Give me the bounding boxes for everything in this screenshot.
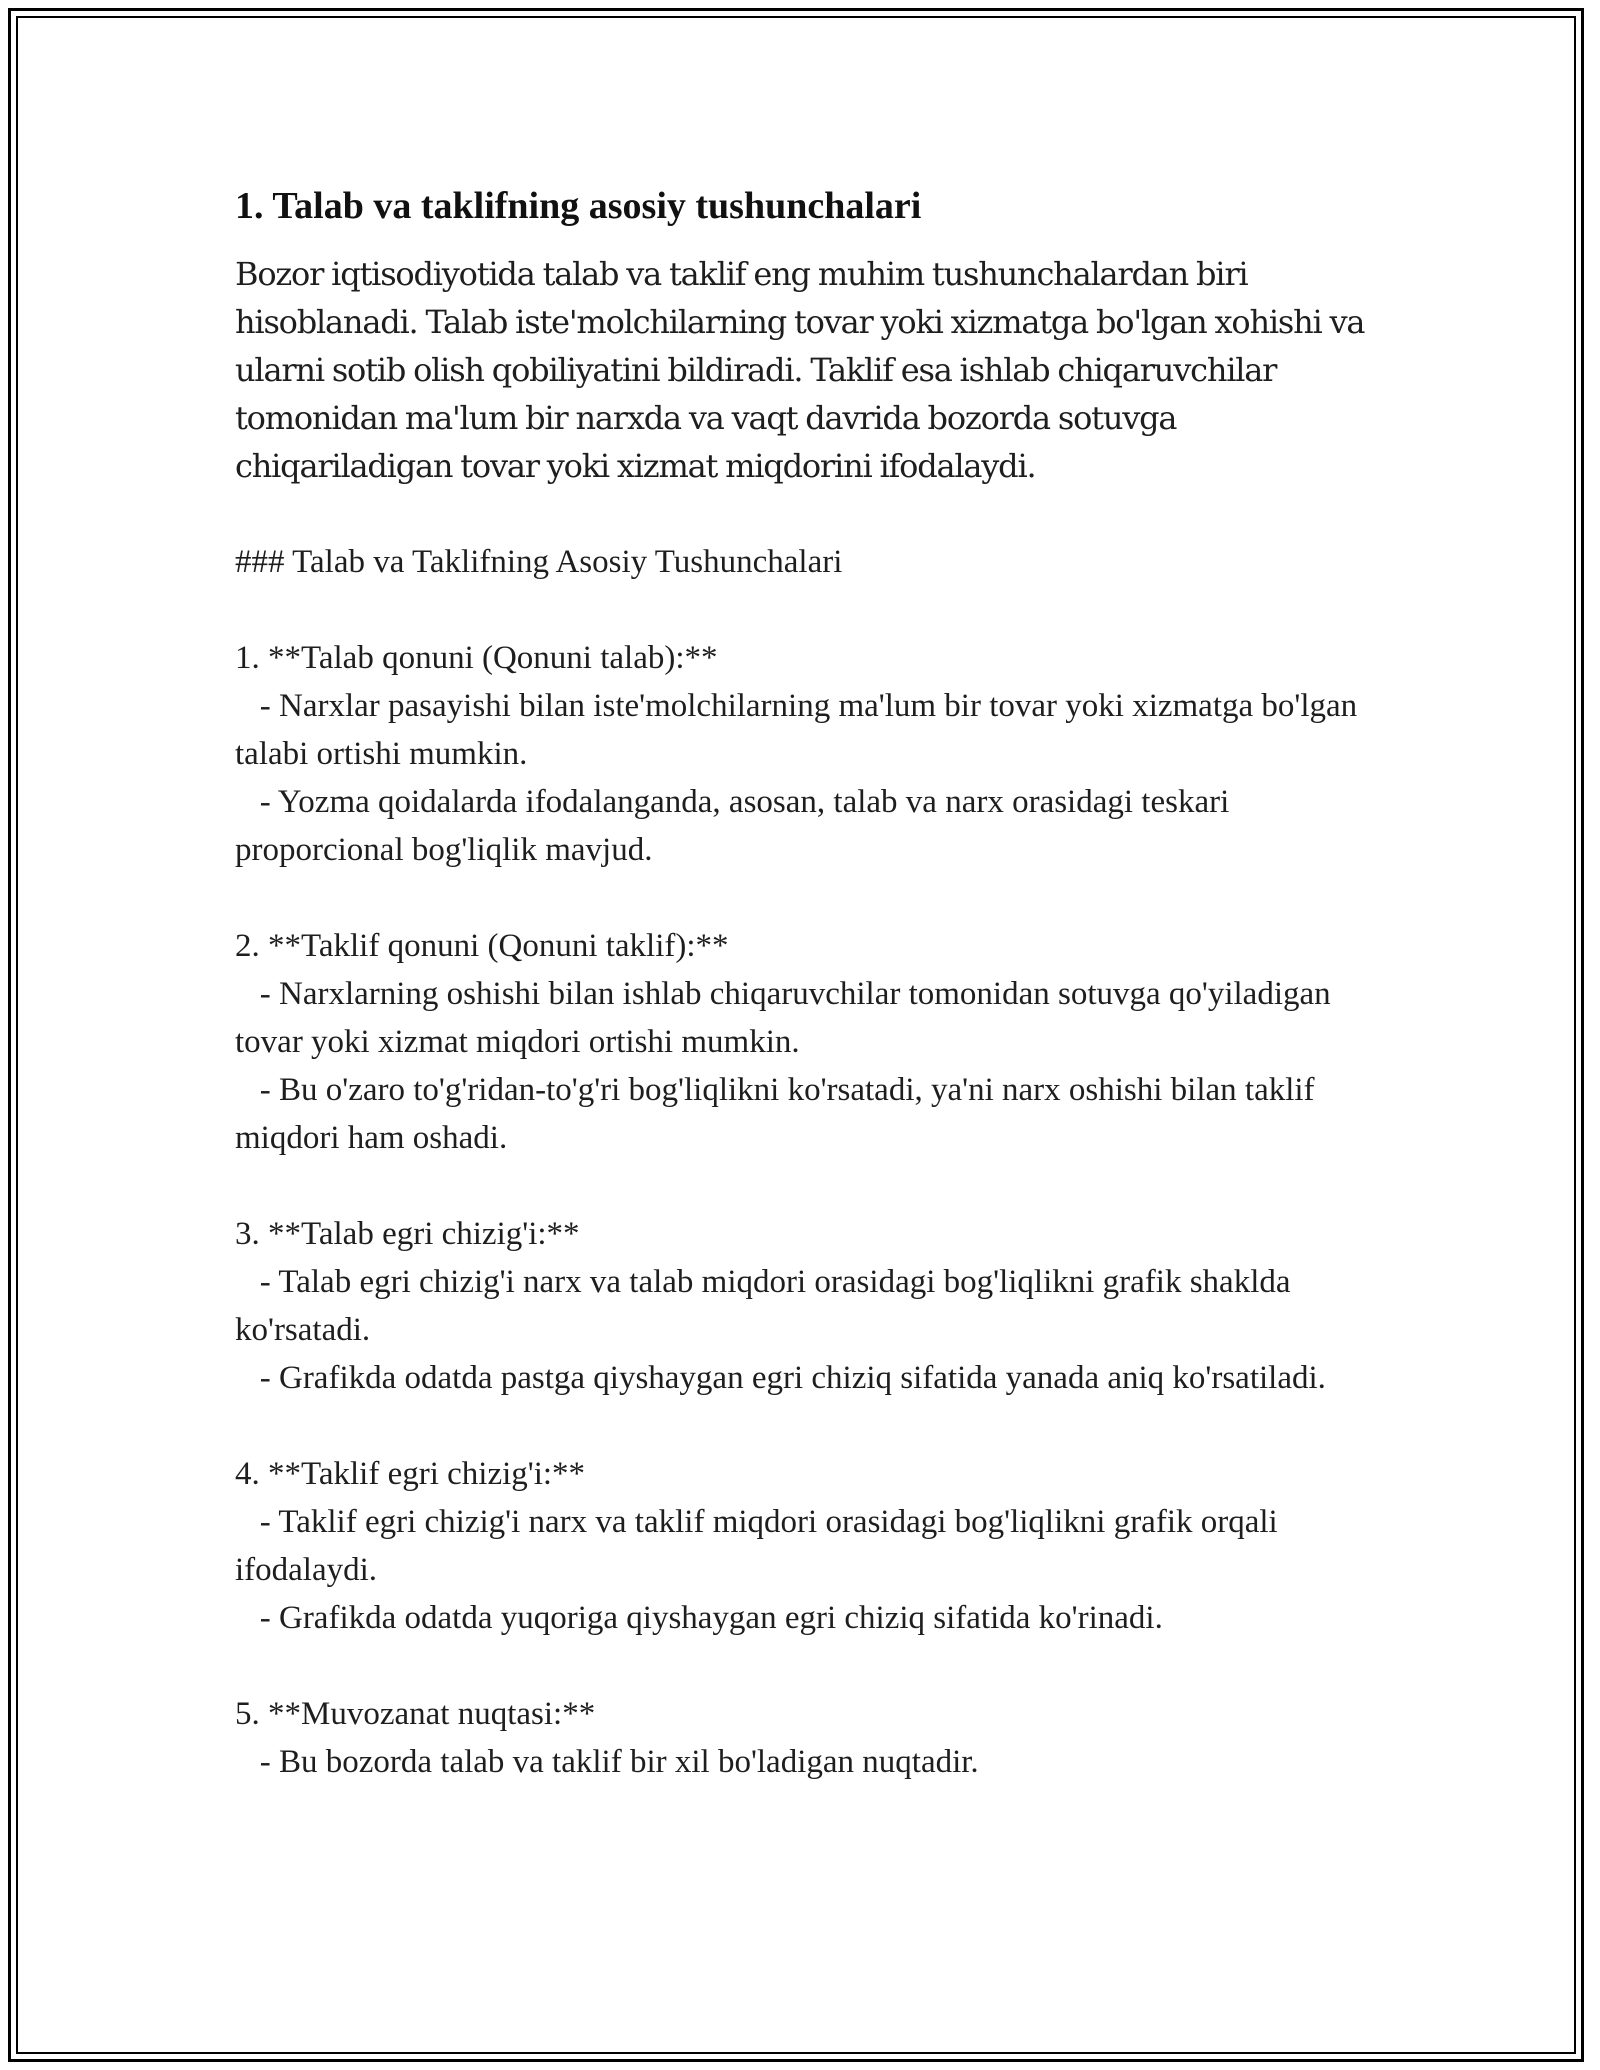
- list-item: [235, 1210, 1395, 1402]
- list-item-heading: 3. **Talab egri chizig'i:**: [235, 1216, 580, 1252]
- list-item-point: - Talab egri chizig'i narx va talab miqdori orasidagi bog'liqlikni grafik shaklda ko'rsatadi.: [235, 1264, 1299, 1348]
- list-item-heading: 2. **Taklif qonuni (Qonuni taklif):**: [235, 928, 729, 964]
- list-item-point: - Bu o'zaro to'g'ridan-to'g'ri bog'liqlikni ko'rsatadi, ya'ni narx oshishi bilan taklif miqdori ham oshadi.: [235, 1072, 1323, 1156]
- list-item-heading: 5. **Muvozanat nuqtasi:**: [235, 1696, 596, 1732]
- spacer: [235, 1642, 1395, 1690]
- list-item: [235, 634, 1395, 874]
- spacer: [235, 874, 1395, 922]
- list-item-point: - Taklif egri chizig'i narx va taklif miqdori orasidagi bog'liqlikni grafik orqali ifodalaydi.: [235, 1504, 1286, 1588]
- spacer: [235, 1402, 1395, 1450]
- list-item: [235, 922, 1395, 1162]
- list-item-point: - Bu bozorda talab va taklif bir xil bo'ladigan nuqtadir.: [235, 1744, 979, 1780]
- intro-paragraph: Bozor iqtisodiyotida talab va taklif eng muhim tushunchalardan biri hisoblanadi. Talab iste'molchilarning tovar yoki xizmatga bo'lgan xohishi va ularni sotib olish qobiliyatini bildiradi. Taklif esa ishlab chiqaruvchilar tomonidan ma'lum bir narxda va vaqt davrida bozorda sotuvga chiqariladigan tovar yoki xizmat miqdorini ifodalaydi.: [235, 255, 1365, 485]
- document-body: [235, 182, 1395, 1786]
- section-subheading: ### Talab va Taklifning Asosiy Tushunchalari: [235, 544, 843, 580]
- list-item-heading: 4. **Taklif egri chizig'i:**: [235, 1456, 586, 1492]
- list-item-point: - Yozma qoidalarda ifodalanganda, asosan, talab va narx orasidagi teskari proporcional bog'liqlik mavjud.: [235, 784, 1238, 868]
- list-item: [235, 1690, 1395, 1786]
- list-item-heading: 1. **Talab qonuni (Qonuni talab):**: [235, 640, 718, 676]
- list-item-point: - Narxlar pasayishi bilan iste'molchilarning ma'lum bir tovar yoki xizmatga bo'lgan talabi ortishi mumkin.: [235, 688, 1366, 772]
- list-item: [235, 1450, 1395, 1642]
- list-item-point: - Grafikda odatda pastga qiyshaygan egri chiziq sifatida yanada aniq ko'rsatiladi.: [235, 1360, 1326, 1396]
- list-item-point: - Narxlarning oshishi bilan ishlab chiqaruvchilar tomonidan sotuvga qo'yiladigan tovar yoki xizmat miqdori ortishi mumkin.: [235, 976, 1339, 1060]
- spacer: [235, 490, 1395, 538]
- list-item-point: - Grafikda odatda yuqoriga qiyshaygan egri chiziq sifatida ko'rinadi.: [235, 1600, 1163, 1636]
- spacer: [235, 1162, 1395, 1210]
- spacer: [235, 586, 1395, 634]
- document-title: 1. Talab va taklifning asosiy tushunchalari: [235, 185, 922, 227]
